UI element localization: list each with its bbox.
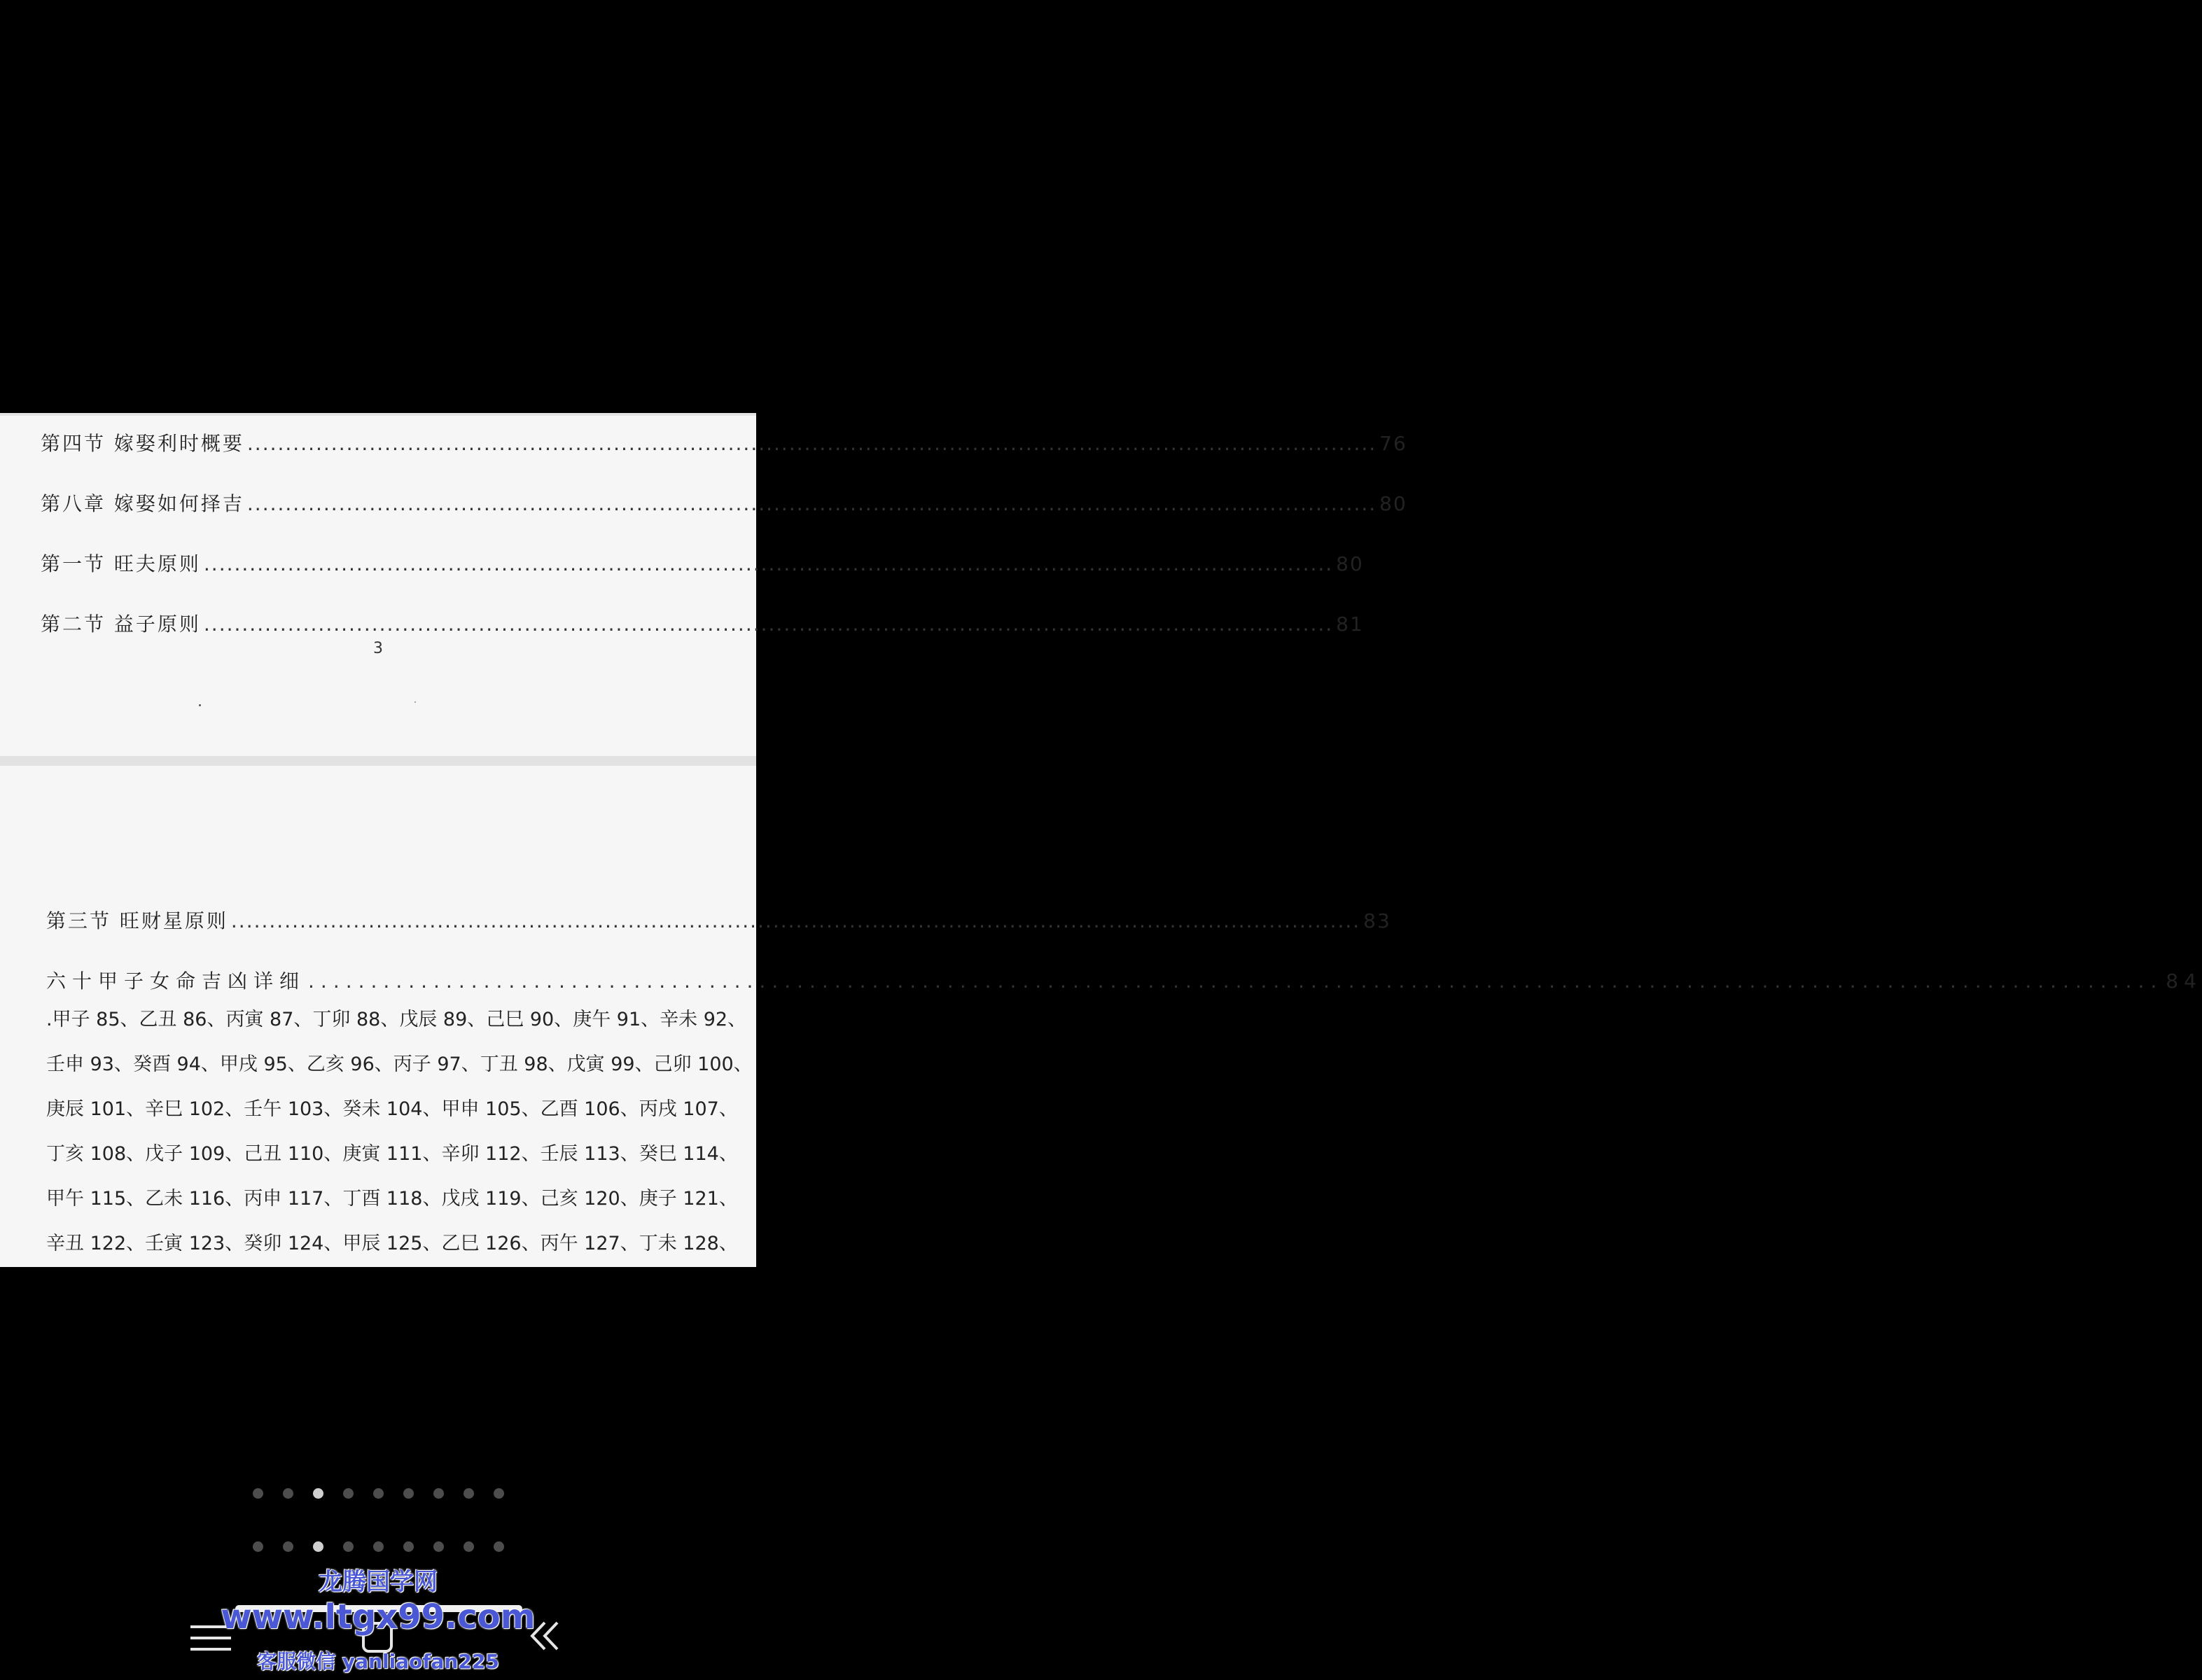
ganzhi-entry-row: 壬申 93、癸酉 94、甲戌 95、乙亥 96、丙子 97、丁丑 98、戊寅 99、己卯 100、	[46, 1054, 753, 1075]
page-indicator-secondary[interactable]	[0, 1541, 756, 1552]
page-dot[interactable]	[343, 1541, 354, 1552]
toc-entry-label: 六十甲子女命吉凶详细	[46, 969, 306, 993]
ganzhi-entry-row: 甲午 115、乙未 116、丙申 117、丁酉 118、戊戌 119、己亥 120、庚子 121、	[46, 1188, 738, 1210]
toc-entry-page: 80	[1379, 492, 1407, 515]
toc-entry[interactable]	[41, 549, 1364, 577]
toc-leader-dots: ....................................................................................................................................................	[246, 492, 1377, 515]
ganzhi-entry-row: 辛丑 122、壬寅 123、癸卯 124、甲辰 125、乙巳 126、丙午 127、丁未 128、	[46, 1233, 738, 1254]
toc-entry-page: 81	[1336, 612, 1364, 636]
toc-leader-dots: ....................................................................................................................................................	[308, 969, 2163, 993]
page-dot[interactable]	[464, 1541, 474, 1552]
page-indicator[interactable]	[0, 1488, 756, 1499]
toc-entry[interactable]	[41, 489, 1407, 517]
document-page-top	[0, 413, 1407, 759]
toc-entry-label: 第二节 益子原则	[41, 612, 201, 636]
toc-entry-page: 83	[1363, 909, 1391, 932]
watermark-site-name: 龙腾国学网	[319, 1568, 438, 1596]
page-dot[interactable]	[464, 1488, 474, 1499]
page-dot[interactable]	[373, 1541, 384, 1552]
toc-entry-page: 80	[1336, 552, 1364, 575]
toc-entry[interactable]	[46, 966, 2202, 994]
watermark-contact: 客服微信 yanliaofan225	[257, 1650, 499, 1673]
toc-entry-label: 第八章 嫁娶如何择吉	[41, 492, 244, 515]
toc-entry-page: 84	[2166, 969, 2202, 993]
page-dot[interactable]	[403, 1488, 414, 1499]
ganzhi-entry-row: .甲子 85、乙丑 86、丙寅 87、丁卯 88、戊辰 89、己巳 90、庚午 91、辛未 92、	[46, 1009, 747, 1030]
toc-entry-label: 第四节 嫁娶利时概要	[41, 432, 244, 455]
toc-entry[interactable]	[46, 906, 1391, 934]
page-dot[interactable]	[253, 1488, 263, 1499]
toc-entry-label: 第一节 旺夫原则	[41, 552, 201, 575]
ganzhi-entry-row: 丁亥 108、戊子 109、己丑 110、庚寅 111、辛卯 112、壬辰 113、癸巳 114、	[46, 1143, 738, 1165]
toc-leader-dots: ....................................................................................................................................................	[203, 552, 1334, 575]
page-dot-active[interactable]	[313, 1541, 323, 1552]
page-dot[interactable]	[494, 1541, 504, 1552]
page-dot-active[interactable]	[313, 1488, 323, 1499]
page-dot[interactable]	[403, 1541, 414, 1552]
toc-entry[interactable]	[41, 609, 1364, 637]
ganzhi-entry-row: 庚辰 101、辛巳 102、壬午 103、癸未 104、甲申 105、乙酉 106、丙戌 107、	[46, 1098, 738, 1120]
toc-entry-page: 76	[1379, 432, 1407, 455]
toc-entry[interactable]	[41, 428, 1407, 456]
toc-leader-dots: ....................................................................................................................................................	[230, 909, 1361, 932]
page-dot[interactable]	[433, 1488, 444, 1499]
page-dot[interactable]	[283, 1488, 293, 1499]
page-dot[interactable]	[433, 1541, 444, 1552]
watermark-url: www.ltgx99.com	[221, 1597, 536, 1637]
document-page-bottom	[0, 766, 2202, 1267]
page-dot[interactable]	[494, 1488, 504, 1499]
toc-leader-dots: ....................................................................................................................................................	[203, 612, 1334, 636]
toc-leader-dots: ....................................................................................................................................................	[246, 432, 1377, 455]
page-dot[interactable]	[253, 1541, 263, 1552]
page-dot[interactable]	[343, 1488, 354, 1499]
toc-entry-label: 第三节 旺财星原则	[46, 909, 228, 932]
page-separator	[0, 756, 756, 766]
page-dot[interactable]	[373, 1488, 384, 1499]
page-dot[interactable]	[283, 1541, 293, 1552]
page-number: 3	[373, 640, 383, 657]
scan-speck	[199, 704, 201, 706]
scan-speck	[414, 701, 416, 703]
